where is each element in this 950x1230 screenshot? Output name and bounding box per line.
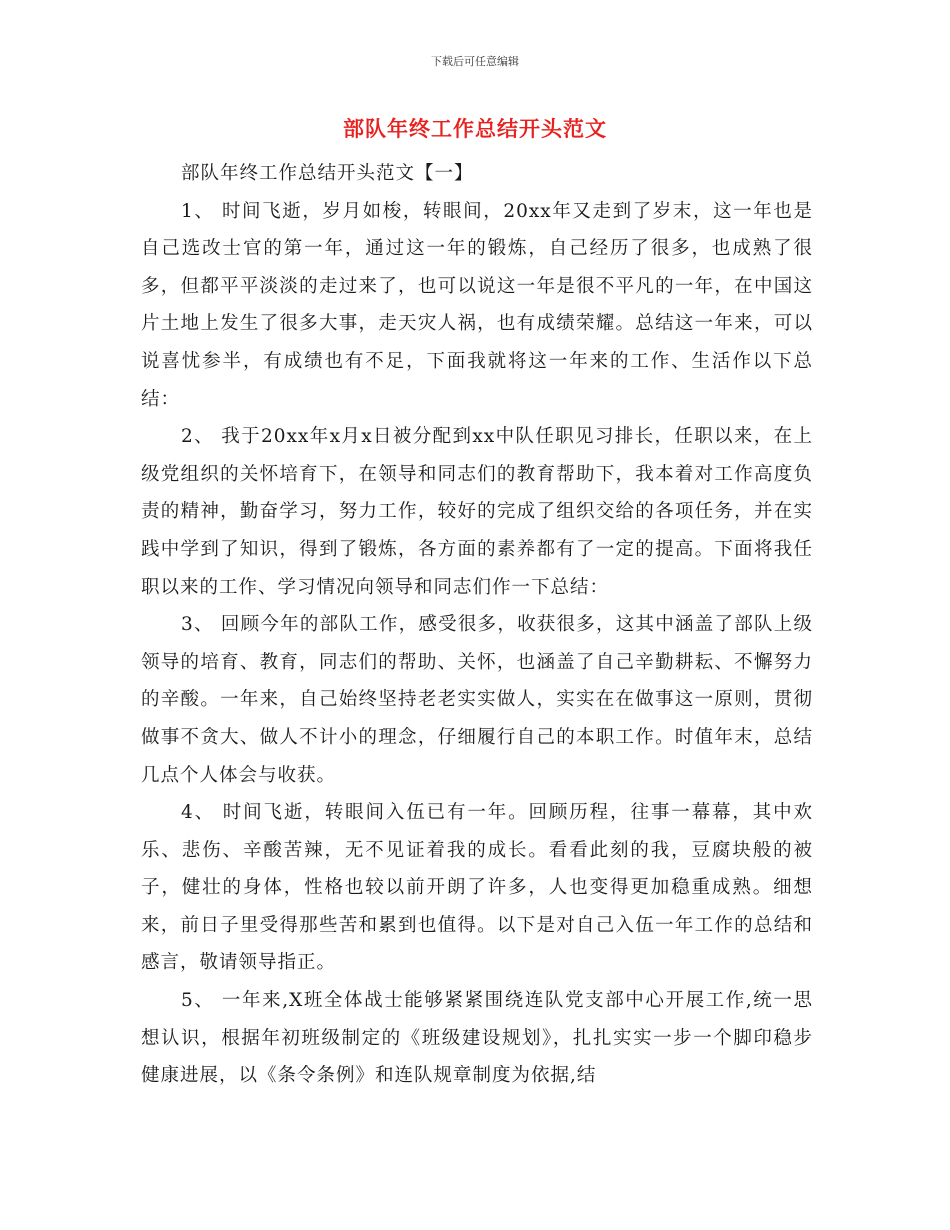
paragraph-4: 4、 时间飞逝，转眼间入伍已有一年。回顾历程，往事一幕幕，其中欢乐、悲伤、辛酸苦辣，无不见证着我的成长。看看此刻的我，豆腐块般的被子，健壮的身体，性格也较以前开朗了许多，人也变得更加稳重成熟。细想来，前日子里受得那些苦和累到也值得。以下是对自己入伍一年工作的总结和感言，敬请领导指正。 xyxy=(141,802,813,974)
paragraph-1: 1、 时间飞逝，岁月如梭，转眼间，20xx年又走到了岁末，这一年也是自己选改士官的第一年，通过这一年的锻炼，自己经历了很多，也成熟了很多，但都平平淡淡的走过来了，也可以说这一年是很不平凡的一年，在中国这片土地上发生了很多大事，走天灾人祸，也有成绩荣耀。总结这一年来，可以说喜忧参半，有成绩也有不足，下面我就将这一年来的工作、生活作以下总结： xyxy=(141,200,813,410)
paragraph-2: 2、 我于20xx年x月x日被分配到xx中队任职见习排长，任职以来，在上级党组织的关怀培育下，在领导和同志们的教育帮助下，我本着对工作高度负责的精神，勤奋学习，努力工作，较好的完成了组织交给的各项任务，并在实践中学到了知识，得到了锻炼，各方面的素养都有了一定的提高。下面将我任职以来的工作、学习情况向领导和同志们作一下总结： xyxy=(141,426,813,598)
paragraph-5: 5、 一年来,X班全体战士能够紧紧围绕连队党支部中心开展工作,统一思想认识，根据年初班级制定的《班级建设规划》，扎扎实实一步一个脚印稳步健康进展，以《条令条例》和连队规章制度为依据,结 xyxy=(141,990,813,1087)
document-title: 部队年终工作总结开头范文 xyxy=(343,117,607,141)
section-heading: 部队年终工作总结开头范文【一】 xyxy=(181,163,474,184)
paragraph-3: 3、 回顾今年的部队工作，感受很多，收获很多，这其中涵盖了部队上级领导的培育、教育，同志们的帮助、关怀，也涵盖了自己辛勤耕耘、不懈努力的辛酸。一年来，自己始终坚持老老实实做人，实实在在做事这一原则，贯彻做事不贪大、做人不计小的理念，仔细履行自己的本职工作。时值年末，总结几点个人体会与收获。 xyxy=(141,614,813,786)
document-body xyxy=(141,155,813,1095)
header-note: 下载后可任意编辑 xyxy=(431,55,519,68)
